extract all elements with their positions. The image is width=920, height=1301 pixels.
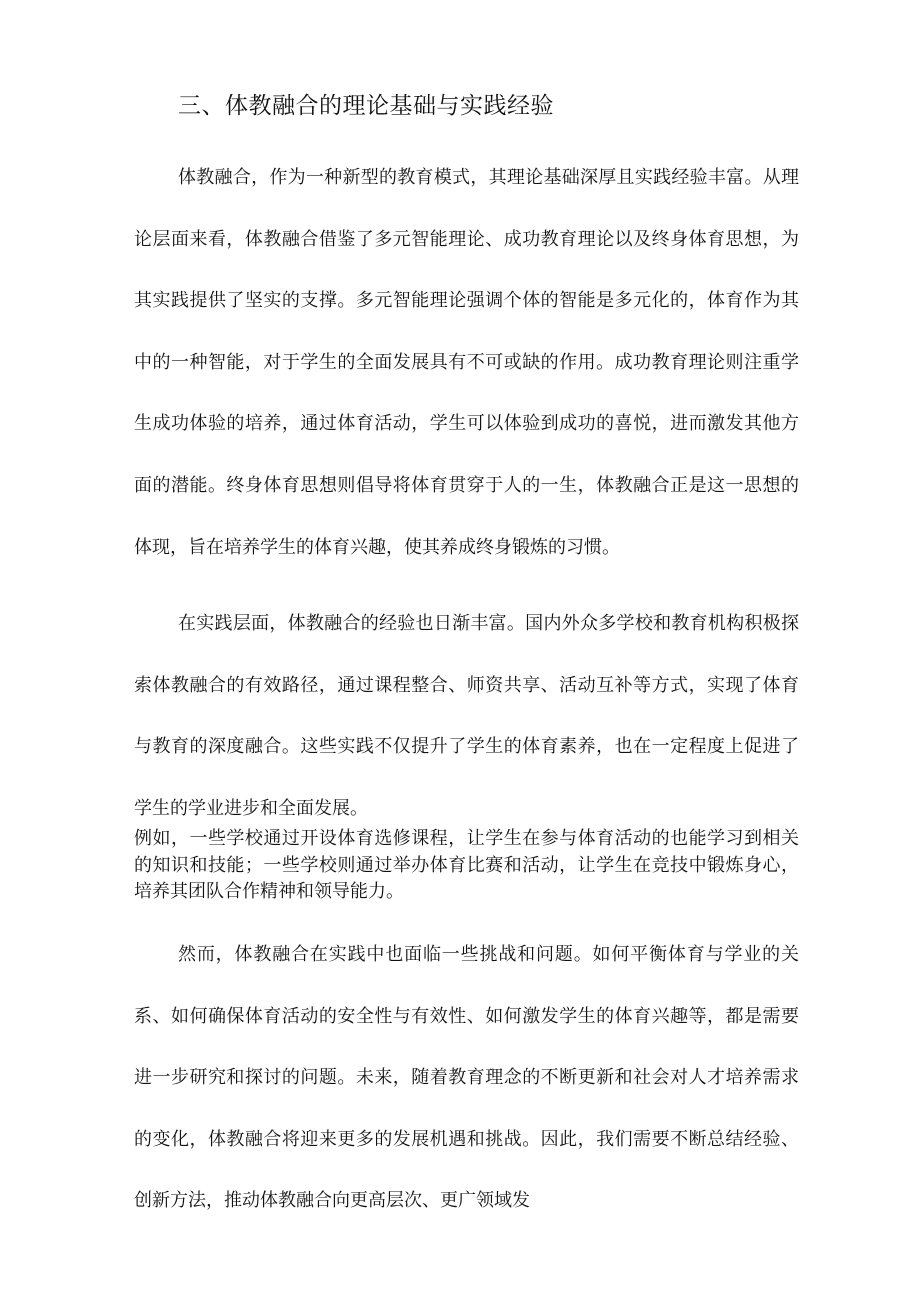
paragraph-practice: 在实践层面，体教融合的经验也日渐丰富。国内外众多学校和教育机构积极探索体教融合的有效路径，通过课程整合、师资共享、活动互补等方式，实现了体育与教育的深度融合。这些实践不仅提升了学生的体育素养，也在一定程度上促进了学生的学业进步和全面发展。 xyxy=(134,613,799,819)
paragraph-examples: 例如，一些学校通过开设体育选修课程，让学生在参与体育活动的也能学习到相关的知识和技能；一些学校则通过举办体育比赛和活动，让学生在竞技中锻炼身心，培养其团队合作精神和领导能力。 xyxy=(134,828,799,902)
paragraph-theory: 体教融合，作为一种新型的教育模式，其理论基础深厚且实践经验丰富。从理论层面来看，体教融合借鉴了多元智能理论、成功教育理论以及终身体育思想，为其实践提供了坚实的支撑。多元智能理论强调个体的智能是多元化的，体育作为其中的一种智能，对于学生的全面发展具有不可或缺的作用。成功教育理论则注重学生成功体验的培养，通过体育活动，学生可以体验到成功的喜悦，进而激发其他方面的潜能。终身体育思想则倡导将体育贯穿于人的一生，体教融合正是这一思想的体现，旨在培养学生的体育兴趣，使其养成终身锻炼的习惯。 xyxy=(134,167,799,558)
section-heading: 三、体教融合的理论基础与实践经验 xyxy=(178,93,554,119)
paragraph-challenges: 然而，体教融合在实践中也面临一些挑战和问题。如何平衡体育与学业的关系、如何确保体育活动的安全性与有效性、如何激发学生的体育兴趣等，都是需要进一步研究和探讨的问题。未来，随着教育理念的不断更新和社会对人才培养需求的变化，体教融合将迎来更多的发展机遇和挑战。因此，我们需要不断总结经验、创新方法，推动体教融合向更高层次、更广领域发 xyxy=(134,944,799,1212)
